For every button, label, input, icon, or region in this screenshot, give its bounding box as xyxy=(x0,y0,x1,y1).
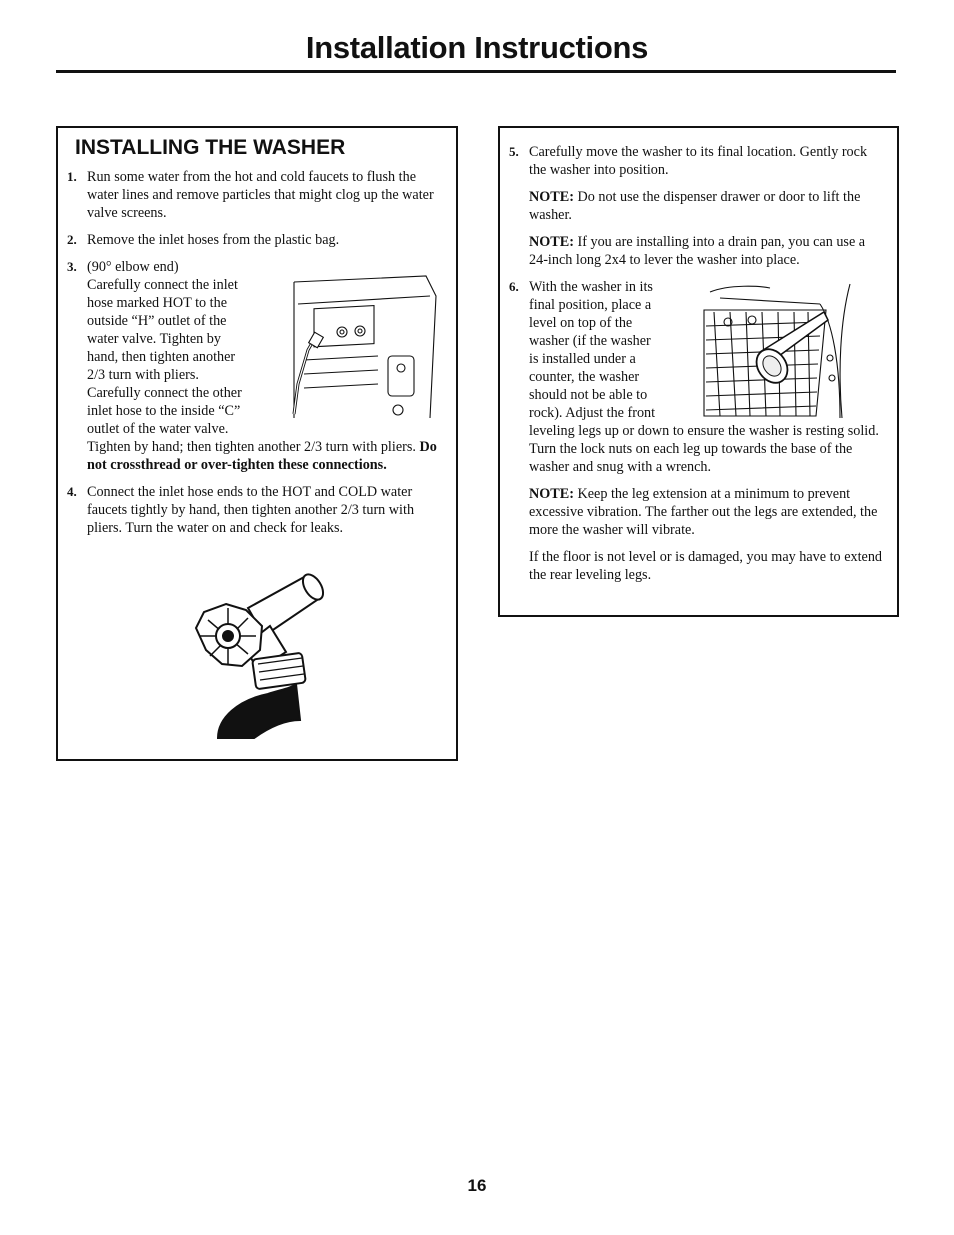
water-valve-connection-icon xyxy=(290,274,438,418)
step-text xyxy=(87,438,444,474)
step-6-wrapped-text xyxy=(529,278,679,422)
note-label: NOTE: xyxy=(529,234,574,250)
text-line: hand, then tighten another xyxy=(87,349,236,365)
step-number: 6. xyxy=(509,279,519,294)
text-line: is installed under a xyxy=(529,351,636,367)
text-line: With the washer in its xyxy=(529,279,653,295)
step-text: leveling legs up or down to ensure the washer is resting solid. Turn the lock nuts on each leg up towards the base of the washer and snug with a wrench. xyxy=(529,423,879,475)
step-number: 4. xyxy=(67,484,77,499)
step-text: Remove the inlet hoses from the plastic bag. xyxy=(87,232,340,248)
title-rule xyxy=(56,70,896,73)
text-line: washer (if the washer xyxy=(529,333,651,349)
text-line: Carefully connect the inlet xyxy=(87,277,238,293)
faucet-with-hose-icon xyxy=(188,568,333,740)
step-number: 3. xyxy=(67,259,77,274)
note-label: NOTE: xyxy=(529,486,574,502)
text-line: hose marked HOT to the xyxy=(87,295,228,311)
step-number: 5. xyxy=(509,144,519,159)
step-3-wrapped-text xyxy=(87,258,265,438)
note-drain-pan xyxy=(529,233,885,269)
note-text: Do not use the dispenser drawer or door to lift the washer. xyxy=(529,189,861,223)
installing-washer-box xyxy=(56,126,458,761)
text-line: inlet hose to the inside “C” xyxy=(87,403,241,419)
text-line: 2/3 turn with pliers. xyxy=(87,367,199,383)
step-text: Carefully move the washer to its final location. Gently rock the washer into position. xyxy=(529,144,868,178)
final-text: If the floor is not level or is damaged, you may have to extend the rear leveling legs. xyxy=(529,549,883,583)
text-line: Carefully connect the other xyxy=(87,385,242,401)
step-5 xyxy=(509,143,885,269)
text-line: water valve. Tighten by xyxy=(87,331,221,347)
text-line: outlet of the water valve. xyxy=(87,421,229,437)
step-3-warning: Do not crossthread or over-tighten these connections. xyxy=(87,439,437,473)
text-line: final position, place a xyxy=(529,297,652,313)
note-label: NOTE: xyxy=(529,189,574,205)
note-dispenser xyxy=(529,188,885,224)
text-line: level on top of the xyxy=(529,315,633,331)
leveling-box xyxy=(498,126,899,617)
text-line: should not be able to xyxy=(529,387,648,403)
step-text: Run some water from the hot and cold faucets to flush the water lines and remove particles that might clog up the water valve screens. xyxy=(87,169,434,221)
note-text: Keep the leg extension at a minimum to prevent excessive vibration. The farther out the legs are extended, the more the washer will vibrate. xyxy=(529,486,878,538)
step-number: 1. xyxy=(67,169,77,184)
section-heading: INSTALLING THE WASHER xyxy=(75,136,346,159)
step-1 xyxy=(67,168,444,222)
step-text: Connect the inlet hose ends to the HOT and COLD water faucets tightly by hand, then tighten another 2/3 turn with pliers. Turn the water on and check for leaks. xyxy=(87,484,415,536)
page-number: 16 xyxy=(467,1176,487,1195)
step-2 xyxy=(67,231,444,249)
leveling-leg-icon xyxy=(700,282,872,418)
note-text: If you are installing into a drain pan, you can use a 24-inch long 2x4 to lever the washer into place. xyxy=(529,234,866,268)
step-3-rest: Tighten by hand; then tighten another 2/3 turn with pliers. xyxy=(87,439,416,455)
note-leg-extension xyxy=(529,485,885,539)
page-title: Installation Instructions xyxy=(305,30,649,65)
text-line: rock). Adjust the front xyxy=(529,405,656,421)
step-4 xyxy=(67,483,444,537)
text-line: (90° elbow end) xyxy=(87,259,179,275)
step-number: 2. xyxy=(67,232,77,247)
text-line: counter, the washer xyxy=(529,369,640,385)
text-line: outside “H” outlet of the xyxy=(87,313,227,329)
